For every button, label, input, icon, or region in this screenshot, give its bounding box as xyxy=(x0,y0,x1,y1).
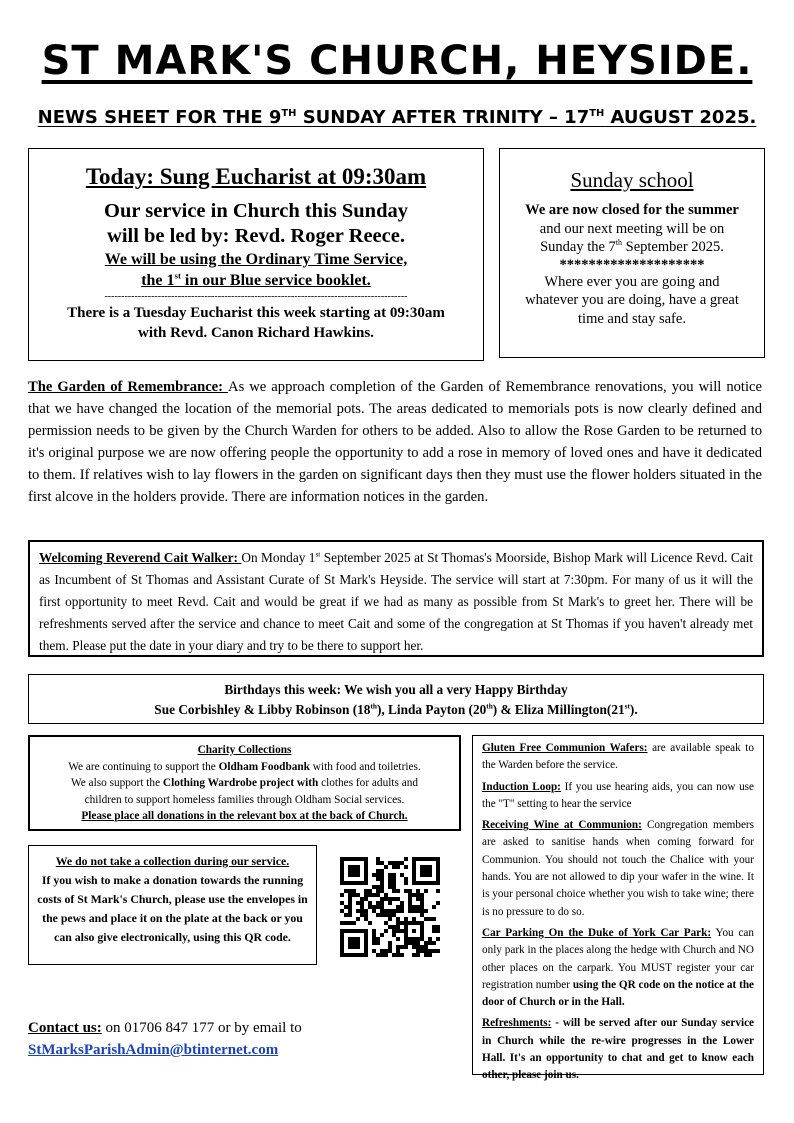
page-title: ST MARK'S CHURCH, HEYSIDE. xyxy=(41,38,753,84)
notice-body: Congregation members are asked to sanitise hands when coming forward for Communion. You should not touch the Chalice with your hands. You are not allowed to dip your wafer in the wine. It is your personal choice whether you wish to take wine; there is no pressure to do so. xyxy=(482,819,755,918)
sunday-school-text: September 2025. xyxy=(622,239,724,255)
subtitle-text: SUNDAY AFTER TRINITY – 17 xyxy=(296,107,590,128)
subtitle-sup: TH xyxy=(589,108,605,119)
service-box xyxy=(28,148,484,361)
notice-body-bold: using the QR code on the notice at the door of Church or in the Hall. xyxy=(482,978,755,1009)
contact-label: Contact us: xyxy=(28,1020,102,1036)
notice-body: You can only park in the places along the hedge with Church and NO other places on the carpark. You MUST register your car registration number xyxy=(482,926,754,991)
birthday-text: ). xyxy=(629,702,638,717)
charity-line: children to support homeless families through Oldham Social services. xyxy=(84,793,405,806)
birthday-sup: st xyxy=(624,701,630,711)
birthday-text: ), Linda Payton (20 xyxy=(376,702,487,717)
sunday-school-sup: th xyxy=(615,238,623,248)
welcome-text: September 2025 at St Thomas's Moorside, Bishop Mark will Licence Revd. Cait as Incumbent of St Thomas and Assistant Curate of St Mark's Heyside. The service will start at 7:30pm. For many of us it will the first opportunity to meet Revd. Cait and would be great if we had as many as possible from St Mark's to greet her. There will be refreshments served after the service and chance to meet Cait and some of the congregation at St Thomas if you haven't already met them. Please put the date in your diary and try to be there to support her. xyxy=(39,550,753,653)
sunday-school-line: Where ever you are going and xyxy=(544,273,720,290)
sunday-school-line xyxy=(500,238,764,257)
welcome-heading: Welcoming Reverend Cait Walker: xyxy=(39,550,242,565)
notice-heading: Car Parking On the Duke of York Car Park: xyxy=(482,926,712,939)
welcome-sup: st xyxy=(315,549,321,559)
sunday-school-box xyxy=(499,148,765,358)
charity-text: We are continuing to support the xyxy=(68,760,219,773)
subtitle-sup: TH xyxy=(281,108,297,119)
charity-line: Please place all donations in the relevant box at the back of Church. xyxy=(81,810,408,822)
welcome-box xyxy=(28,540,764,657)
sunday-school-line: We are now closed for the summer xyxy=(525,202,739,218)
garden-paragraph xyxy=(28,376,762,508)
birthdays-box xyxy=(28,674,764,724)
garden-body: As we approach completion of the Garden of Remembrance renovations, you will notice that we have changed the location of the memorial pots. The areas dedicated to memorials pots is now clearly defined and permission needs to be given by the Church Warden for others to be added. Also to allow the Rose Garden to be returned to it's original purpose we are now offering people the opportunity to add a rose in memory of loved ones and have it dedicated to them. If relatives wish to lay flowers in the garden on significant days then they must use the flower holders situated in the first alcove in the holders provide. There are information notices in the garden. xyxy=(28,379,762,505)
subtitle-text: NEWS SHEET FOR THE 9 xyxy=(37,107,282,128)
charity-line xyxy=(30,775,459,792)
birthday-text: ) & Eliza Millington(21 xyxy=(492,702,625,717)
led-by-line1: Our service in Church this Sunday xyxy=(104,200,408,222)
sunday-school-line: time and stay safe. xyxy=(578,310,686,327)
contact-line xyxy=(28,1017,302,1039)
charity-text: We also support the xyxy=(70,777,163,789)
birthday-text: Sue Corbishley & Libby Robinson (18 xyxy=(154,702,371,717)
notice-body: If you use hearing aids, you can now use the "T" setting to hear the service xyxy=(482,780,755,810)
charity-heading: Charity Collections xyxy=(197,744,292,756)
divider: ------------------------------------------------------------------------------------------- xyxy=(104,291,408,302)
notice-heading: Induction Loop: xyxy=(482,780,561,793)
tuesday-line1: There is a Tuesday Eucharist this week starting at 09:30am xyxy=(67,305,445,321)
using-line2 xyxy=(29,270,483,291)
notice-heading: Gluten Free Communion Wafers: xyxy=(482,742,648,754)
notice-body: are available speak to the Warden before the service. xyxy=(482,742,754,772)
using-sup: st xyxy=(174,270,181,281)
garden-heading: The Garden of Remembrance: xyxy=(28,379,229,395)
sunday-school-line: and our next meeting will be on xyxy=(539,220,725,237)
subtitle-text: AUGUST 2025. xyxy=(604,107,757,128)
contact-block xyxy=(28,1017,302,1061)
notices-box xyxy=(472,735,764,1082)
charity-box xyxy=(28,735,461,831)
notice-heading: Refreshments: xyxy=(482,1017,552,1030)
wine-notice xyxy=(482,817,754,921)
using-line1: We will be using the Ordinary Time Service, xyxy=(104,251,408,268)
notice-body: - will be served after our Sunday service in Church while the re-wire progresses in the Lower Hall. It's an opportunity to chat and get to know each other, please join us. xyxy=(482,1017,754,1082)
birthdays-heading: Birthdays this week: We wish you all a very Happy Birthday xyxy=(224,682,568,697)
stars-divider: ******************** xyxy=(559,256,705,273)
loop-notice xyxy=(482,779,754,814)
collection-heading: We do not take a collection during our service. xyxy=(55,854,290,868)
birthday-sup: th xyxy=(370,701,377,711)
sunday-school-text: Sunday the 7 xyxy=(540,239,616,255)
birthdays-names xyxy=(29,700,763,720)
email-link[interactable]: StMarksParishAdmin@btinternet.com xyxy=(28,1042,279,1058)
collection-body: If you wish to make a donation towards the running costs of St Mark's Church, please use the envelopes in the pews and place it on the plate at the back or you can also give electronically, using this QR code. xyxy=(37,873,308,944)
gluten-notice xyxy=(482,740,754,775)
parking-notice xyxy=(482,925,754,1011)
charity-text: Oldham Foodbank xyxy=(218,760,310,773)
using-text: the 1 xyxy=(141,272,175,289)
welcome-text: On Monday 1 xyxy=(241,550,316,565)
led-by-line2: will be led by: Revd. Roger Reece. xyxy=(107,225,405,247)
birthday-sup: th xyxy=(486,701,493,711)
collection-box xyxy=(28,845,317,965)
sunday-school-line: whatever you are doing, have a great xyxy=(525,292,739,308)
charity-text: clothes for adults and xyxy=(318,777,419,789)
using-text: in our Blue service booklet. xyxy=(180,272,371,289)
charity-text: Clothing Wardrobe project with xyxy=(162,777,319,789)
notice-heading: Receiving Wine at Communion: xyxy=(482,819,642,832)
page-subtitle xyxy=(0,107,794,128)
contact-text: on 01706 847 177 or by email to xyxy=(101,1020,302,1036)
refreshments-notice xyxy=(482,1015,754,1084)
charity-line xyxy=(30,759,459,776)
qr-code xyxy=(340,857,440,957)
service-heading: Today: Sung Eucharist at 09:30am xyxy=(85,164,427,189)
tuesday-line2: with Revd. Canon Richard Hawkins. xyxy=(138,325,374,341)
sunday-school-heading: Sunday school xyxy=(570,168,694,192)
welcome-paragraph xyxy=(39,547,753,657)
charity-text: with food and toiletries. xyxy=(309,760,421,773)
